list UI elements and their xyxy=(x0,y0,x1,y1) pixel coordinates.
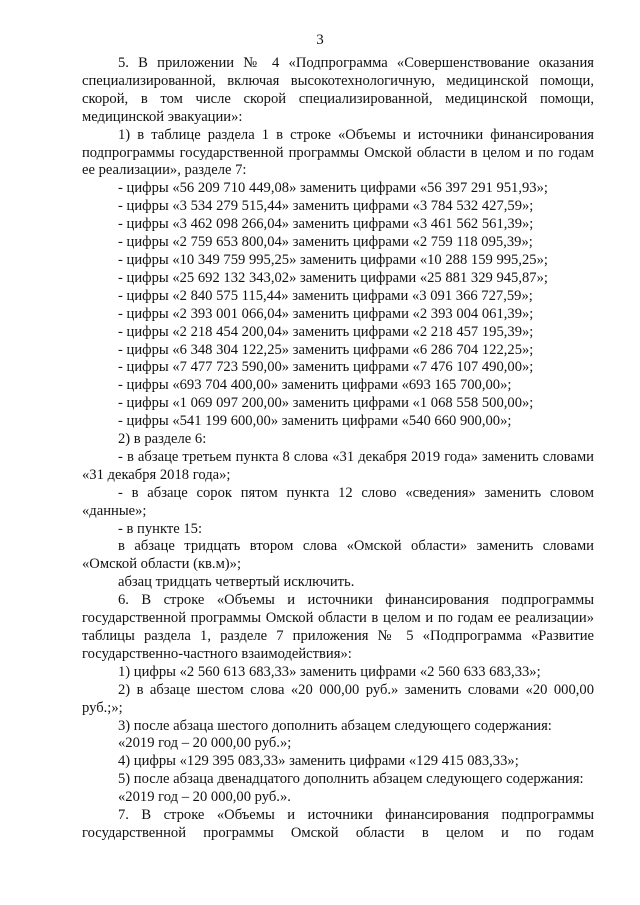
list-item: - в абзаце сорок пятом пункта 12 слово «сведения» заменить словом «данные»; xyxy=(82,484,594,519)
paragraph: 7. В строке «Объемы и источники финансирования подпрограммы государственной программы Омской области в целом и по годам xyxy=(82,807,594,841)
list-item: 3) после абзаца шестого дополнить абзацем следующего содержания: xyxy=(118,717,552,734)
list-item: 1) цифры «2 560 613 683,33» заменить цифрами «2 560 633 683,33»; xyxy=(118,663,541,680)
paragraph: 6. В строке «Объемы и источники финансирования подпрограммы государственной программы Омской области в целом и по годам ее реализации» таблицы раздела 1, разделе 7 приложения № 5 «Подпрограмма «Развитие государственно-частного взаимодействия»: xyxy=(82,592,594,662)
list-item: 4) цифры «129 395 083,33» заменить цифрами «129 415 083,33»; xyxy=(118,753,519,770)
paragraph: в абзаце тридцать втором слова «Омской области» заменить словами «Омской области (кв.м)»; xyxy=(82,538,594,573)
list-item: 2) в абзаце шестом слова «20 000,00 руб.» заменить словами «20 000,00 руб.;»; xyxy=(82,681,594,716)
list-item: - цифры «2 759 653 800,04» заменить цифрами «2 759 118 095,39»; xyxy=(118,234,533,251)
paragraph: 5. В приложении № 4 «Подпрограмма «Совершенствование оказания специализированной, включая высокотехнологичную, медицинской помощи, скорой, в том числе скорой специализированной, медицинской помощи, медицинской эвакуации»: xyxy=(82,55,594,125)
paragraph: «2019 год – 20 000,00 руб.»; xyxy=(118,735,292,752)
paragraph: абзац тридцать четвертый исключить. xyxy=(118,574,355,591)
page-number: 3 xyxy=(316,32,324,48)
list-item: - цифры «25 692 132 343,02» заменить цифрами «25 881 329 945,87»; xyxy=(118,269,548,286)
list-item: - цифры «1 069 097 200,00» заменить цифрами «1 068 558 500,00»; xyxy=(118,395,534,412)
list-item: 5) после абзаца двенадцатого дополнить абзацем следующего содержания: xyxy=(118,771,584,788)
list-item: - цифры «2 840 575 115,44» заменить цифрами «3 091 366 727,59»; xyxy=(118,287,533,304)
document-body xyxy=(82,55,594,843)
list-item: - в абзаце третьем пункта 8 слова «31 декабря 2019 года» заменить словами «31 декабря 2018 года»; xyxy=(82,448,594,483)
paragraph: 2) в разделе 6: xyxy=(118,431,207,448)
list-item: - цифры «3 462 098 266,04» заменить цифрами «3 461 562 561,39»; xyxy=(118,216,534,233)
list-item: - цифры «2 393 001 066,04» заменить цифрами «2 393 004 061,39»; xyxy=(118,305,534,322)
list-item: - цифры «56 209 710 449,08» заменить цифрами «56 397 291 951,93»; xyxy=(118,180,548,197)
list-item: - цифры «10 349 759 995,25» заменить цифрами «10 288 159 995,25»; xyxy=(118,251,548,268)
list-item: - в пункте 15: xyxy=(118,520,203,537)
list-item: - цифры «693 704 400,00» заменить цифрами «693 165 700,00»; xyxy=(118,377,512,394)
list-item: - цифры «541 199 600,00» заменить цифрами «540 660 900,00»; xyxy=(118,413,512,430)
paragraph: 1) в таблице раздела 1 в строке «Объемы и источники финансирования подпрограммы государственной программы Омской области в целом и по годам ее реализации», разделе 7: xyxy=(82,126,594,179)
paragraph: «2019 год – 20 000,00 руб.». xyxy=(118,789,291,806)
list-item: - цифры «6 348 304 122,25» заменить цифрами «6 286 704 122,25»; xyxy=(118,341,534,358)
list-item: - цифры «3 534 279 515,44» заменить цифрами «3 784 532 427,59»; xyxy=(118,198,534,215)
list-item: - цифры «2 218 454 200,04» заменить цифрами «2 218 457 195,39»; xyxy=(118,323,534,340)
list-item: - цифры «7 477 723 590,00» заменить цифрами «7 476 107 490,00»; xyxy=(118,359,534,376)
